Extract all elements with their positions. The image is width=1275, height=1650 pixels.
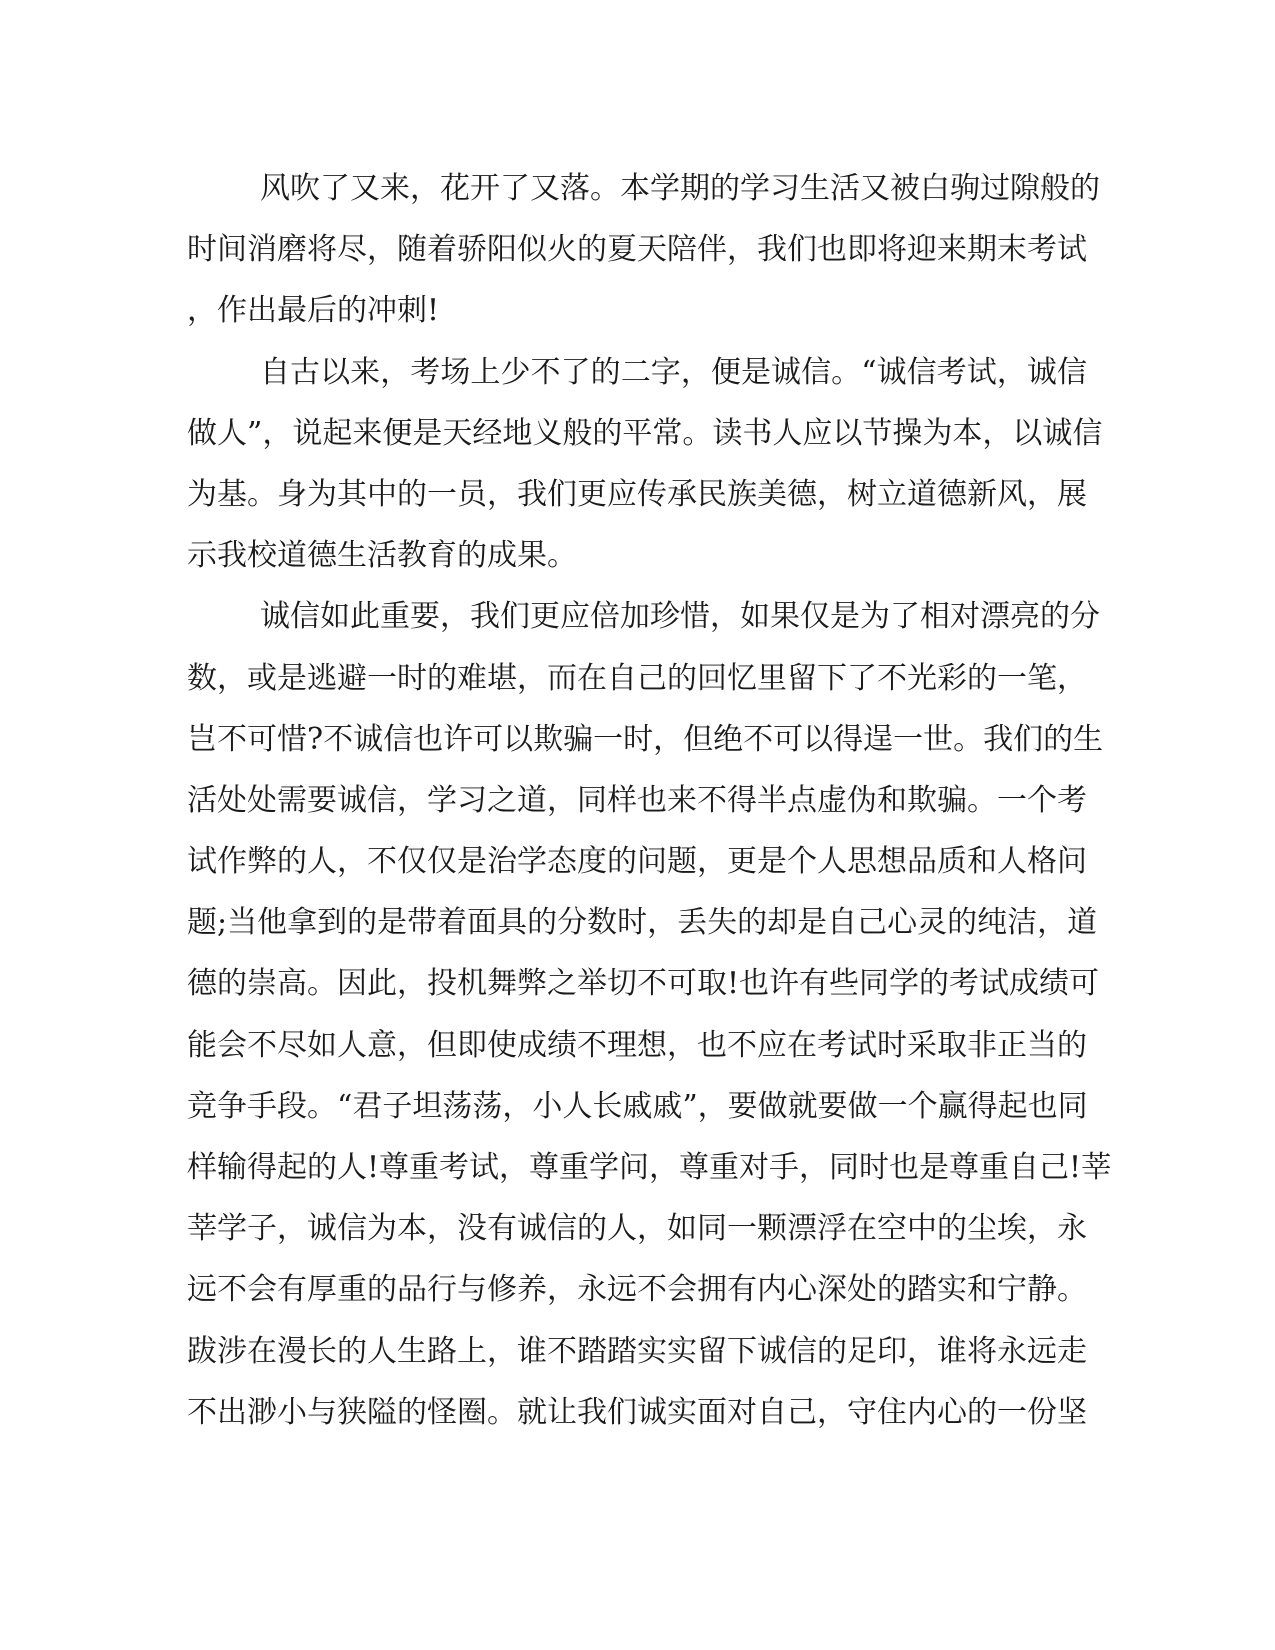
paragraph (187, 342, 1103, 587)
text-line: ，作出最后的冲刺! (187, 293, 440, 329)
text-line: 跋涉在漫长的人生路上，谁不踏踏实实留下诚信的足印，谁将永远走 (187, 1333, 1087, 1369)
document-body (187, 158, 1112, 1443)
text-line: 岂不可惜?不诚信也许可以欺骗一时，但绝不可以得逞一世。我们的生 (187, 721, 1104, 757)
text-line: 题;当他拿到的是带着面具的分数时，丢失的却是自己心灵的纯洁，道 (187, 905, 1098, 941)
text-line: 德的崇高。因此，投机舞弊之举切不可取!也许有些同学的考试成绩可 (187, 966, 1100, 1002)
text-line: 自古以来，考场上少不了的二字，便是诚信。“诚信考试，诚信 (260, 354, 1087, 390)
text-line: 不出渺小与狭隘的怪圈。就让我们诚实面对自己，守住内心的一份坚 (187, 1394, 1087, 1430)
text-line: 为基。身为其中的一员，我们更应传承民族美德，树立道德新风，展 (187, 476, 1087, 512)
text-line: 时间消磨将尽，随着骄阳似火的夏天陪伴，我们也即将迎来期末考试 (187, 232, 1087, 268)
paragraph (187, 158, 1100, 342)
text-line: 远不会有厚重的品行与修养，永远不会拥有内心深处的踏实和宁静。 (187, 1272, 1087, 1308)
text-line: 诚信如此重要，我们更应倍加珍惜，如果仅是为了相对漂亮的分 (260, 599, 1100, 635)
text-line: 能会不尽如人意，但即使成绩不理想，也不应在考试时采取非正当的 (187, 1027, 1087, 1063)
text-line: 风吹了又来，花开了又落。本学期的学习生活又被白驹过隙般的 (260, 171, 1100, 206)
text-line: 数，或是逃避一时的难堪，而在自己的回忆里留下了不光彩的一笔， (187, 660, 1087, 696)
paragraph (187, 586, 1112, 1443)
text-line: 活处处需要诚信，学习之道，同样也来不得半点虚伪和欺骗。一个考 (187, 782, 1087, 818)
text-line: 示我校道德生活教育的成果。 (187, 538, 577, 574)
text-line: 莘学子，诚信为本，没有诚信的人，如同一颗漂浮在空中的尘埃，永 (187, 1211, 1087, 1247)
text-line: 试作弊的人，不仅仅是治学态度的问题，更是个人思想品质和人格问 (187, 844, 1087, 880)
text-line: 做人”，说起来便是天经地义般的平常。读书人应以节操为本，以诚信 (187, 415, 1103, 451)
text-line: 样输得起的人!尊重考试，尊重学问，尊重对手，同时也是尊重自己!莘 (187, 1150, 1112, 1185)
text-line: 竞争手段。“君子坦荡荡，小人长戚戚”，要做就要做一个赢得起也同 (187, 1088, 1088, 1124)
